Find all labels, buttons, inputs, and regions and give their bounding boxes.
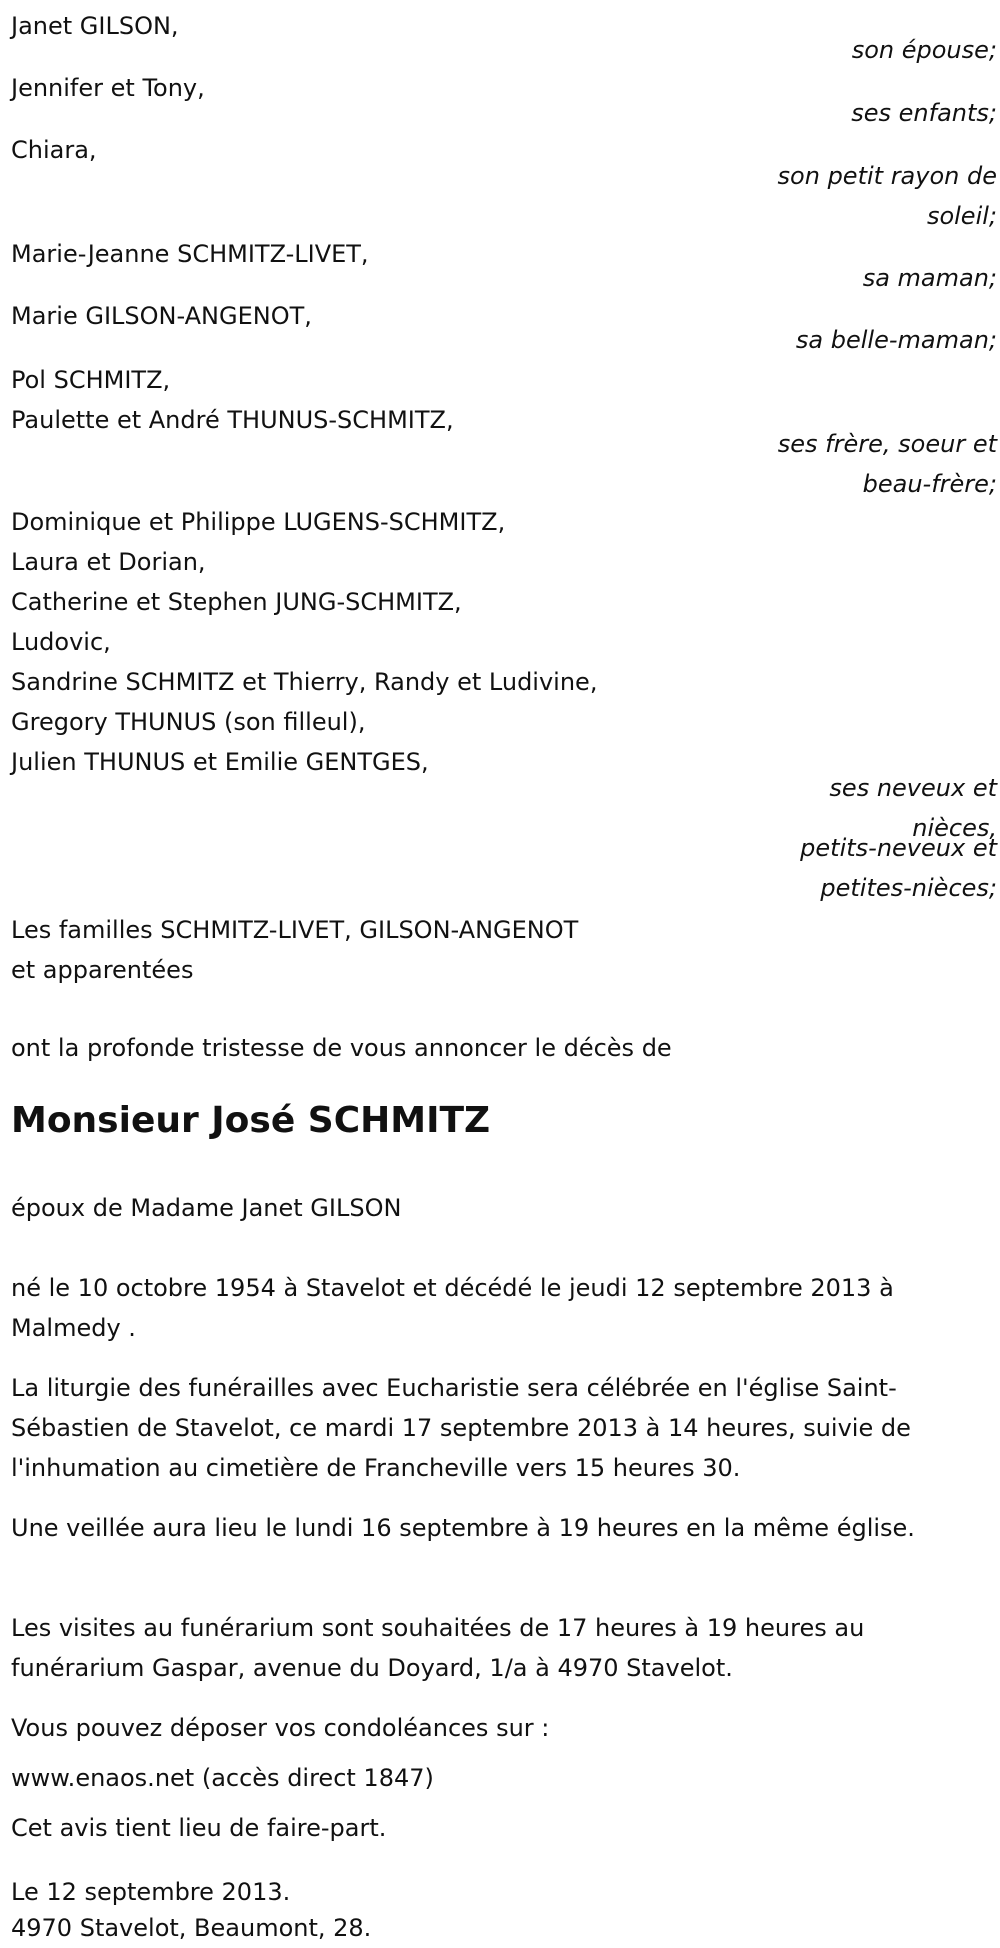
relation-grandchild-line-2: soleil; — [926, 202, 997, 230]
family-name-nephew-4: Ludovic, — [11, 628, 111, 656]
notice-date: Le 12 septembre 2013. — [11, 1878, 291, 1906]
family-name-sister: Paulette et André THUNUS-SCHMITZ, — [11, 406, 454, 434]
relation-grandchild-line-1: son petit rayon de — [777, 162, 997, 190]
relation-siblings-line-2: beau-frère; — [862, 470, 997, 498]
condolences-website: www.enaos.net (accès direct 1847) — [11, 1764, 434, 1792]
relation-nephews-line-2: nièces, — [912, 814, 997, 842]
family-name-spouse: Janet GILSON, — [11, 12, 179, 40]
deceased-name: Monsieur José SCHMITZ — [11, 1100, 491, 1141]
announcement-intro: ont la profonde tristesse de vous annoncer le décès de — [11, 1034, 672, 1062]
relation-nephews-line-3: petits-neveux et — [800, 834, 997, 862]
family-name-nephew-3: Catherine et Stephen JUNG-SCHMITZ, — [11, 588, 462, 616]
visits-paragraph: Les visites au funérarium sont souhaitées de 17 heures à 19 heures au funérarium Gaspar, avenue du Doyard, 1/a à 4970 Stavelot. — [11, 1614, 865, 1682]
relation-mother-in-law: sa belle-maman; — [795, 326, 997, 354]
family-name-nephew-6: Gregory THUNUS (son filleul), — [11, 708, 366, 736]
family-name-mother: Marie-Jeanne SCHMITZ-LIVET, — [11, 240, 369, 268]
relation-mother: sa maman; — [862, 264, 997, 292]
family-name-nephew-5: Sandrine SCHMITZ et Thierry, Randy et Ludivine, — [11, 668, 598, 696]
notice-address: 4970 Stavelot, Beaumont, 28. — [11, 1914, 372, 1942]
family-name-mother-in-law: Marie GILSON-ANGENOT, — [11, 302, 312, 330]
family-name-nephew-7: Julien THUNUS et Emilie GENTGES, — [11, 748, 429, 776]
family-name-nephew-2: Laura et Dorian, — [11, 548, 206, 576]
condolences-paragraph: Vous pouvez déposer vos condoléances sur : — [11, 1714, 550, 1742]
family-name-grandchild: Chiara, — [11, 136, 97, 164]
family-name-children: Jennifer et Tony, — [11, 74, 205, 102]
relation-children: ses enfants; — [851, 99, 997, 127]
relation-nephews-line-1: ses neveux et — [829, 774, 997, 802]
birth-death-paragraph: né le 10 octobre 1954 à Stavelot et décédé le jeudi 12 septembre 2013 à Malmedy . — [11, 1274, 894, 1342]
relation-spouse: son épouse; — [851, 36, 997, 64]
vigil-paragraph: Une veillée aura lieu le lundi 16 septembre à 19 heures en la même église. — [11, 1514, 915, 1542]
spouse-line: époux de Madame Janet GILSON — [11, 1194, 402, 1222]
family-name-nephew-1: Dominique et Philippe LUGENS-SCHMITZ, — [11, 508, 506, 536]
relation-nephews-line-4: petites-nièces; — [820, 874, 997, 902]
funeral-paragraph: La liturgie des funérailles avec Eucharistie sera célébrée en l'église Saint-Sébastien de Stavelot, ce mardi 17 septembre 2013 à 14 heures, suivie de l'inhumation au cimetière de Francheville vers 15 heures 30. — [11, 1374, 911, 1482]
notice-paragraph: Cet avis tient lieu de faire-part. — [11, 1814, 387, 1842]
relation-siblings-line-1: ses frère, soeur et — [777, 430, 997, 458]
family-name-brother: Pol SCHMITZ, — [11, 366, 171, 394]
family-name-relatives: et apparentées — [11, 956, 194, 984]
family-name-families: Les familles SCHMITZ-LIVET, GILSON-ANGENOT — [11, 916, 579, 944]
